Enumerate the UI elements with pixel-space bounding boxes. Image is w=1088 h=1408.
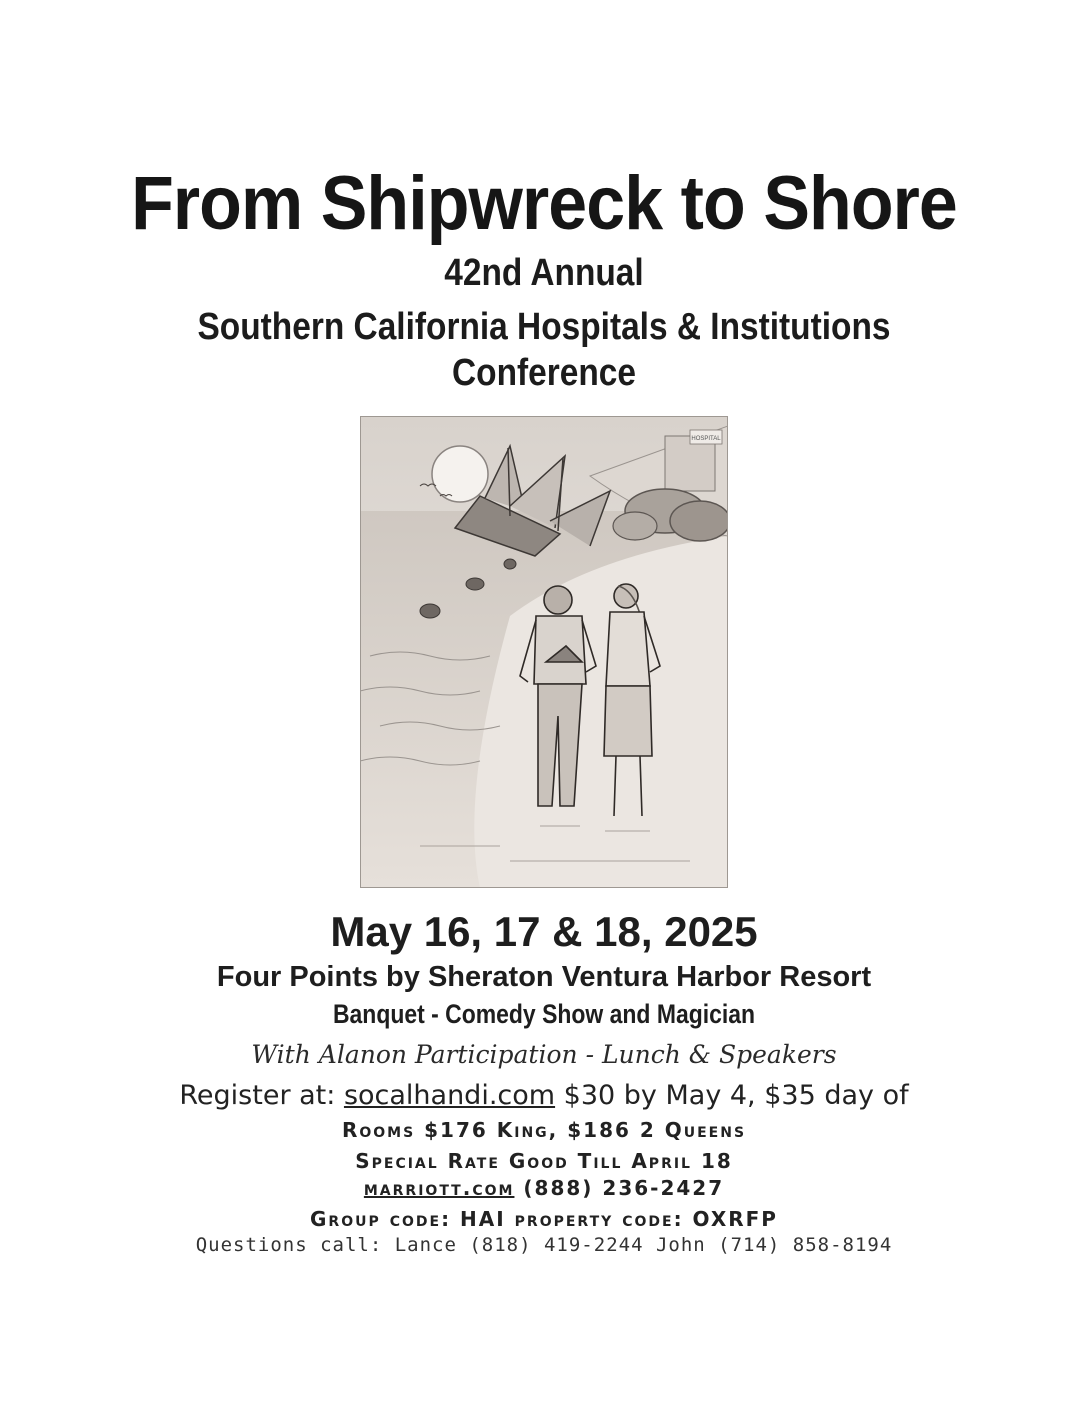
marriott-link[interactable]: marriott.com xyxy=(363,1176,515,1200)
shipwreck-illustration xyxy=(360,416,728,888)
conference-word: Conference xyxy=(452,352,636,394)
rooms-rates: Rooms $176 King, $186 2 Queens xyxy=(341,1118,747,1142)
event-dates: May 16, 17 & 18, 2025 xyxy=(330,908,758,955)
register-price: $30 by May 4, $35 day of xyxy=(555,1080,909,1111)
conference-name: Southern California Hospitals & Institutions xyxy=(197,306,891,348)
event-venue: Four Points by Sheraton Ventura Harbor Resort xyxy=(216,961,872,993)
illustration-drawing xyxy=(360,416,728,888)
register-prefix: Register at: xyxy=(179,1080,344,1111)
marriott-phone: (888) 236-2427 xyxy=(514,1176,725,1200)
sun-shape xyxy=(432,446,488,502)
hospital-sign: HOSPITAL xyxy=(691,436,721,442)
marriott-line xyxy=(0,1176,1088,1200)
alanon-line: With Alanon Participation - Lunch & Speakers xyxy=(251,1040,837,1069)
register-line xyxy=(0,1080,1088,1111)
flyer-title: From Shipwreck to Shore xyxy=(131,161,957,246)
group-code: Group code: HAI property code: OXRFP xyxy=(310,1207,778,1231)
questions-contact: Questions call: Lance (818) 419-2244 John (714) 858-8194 xyxy=(195,1234,893,1256)
edition-heading: 42nd Annual xyxy=(444,252,644,294)
banquet-line: Banquet - Comedy Show and Magician xyxy=(332,999,756,1029)
register-link[interactable]: socalhandi.com xyxy=(343,1080,556,1111)
special-rate: Special Rate Good Till April 18 xyxy=(355,1149,733,1173)
